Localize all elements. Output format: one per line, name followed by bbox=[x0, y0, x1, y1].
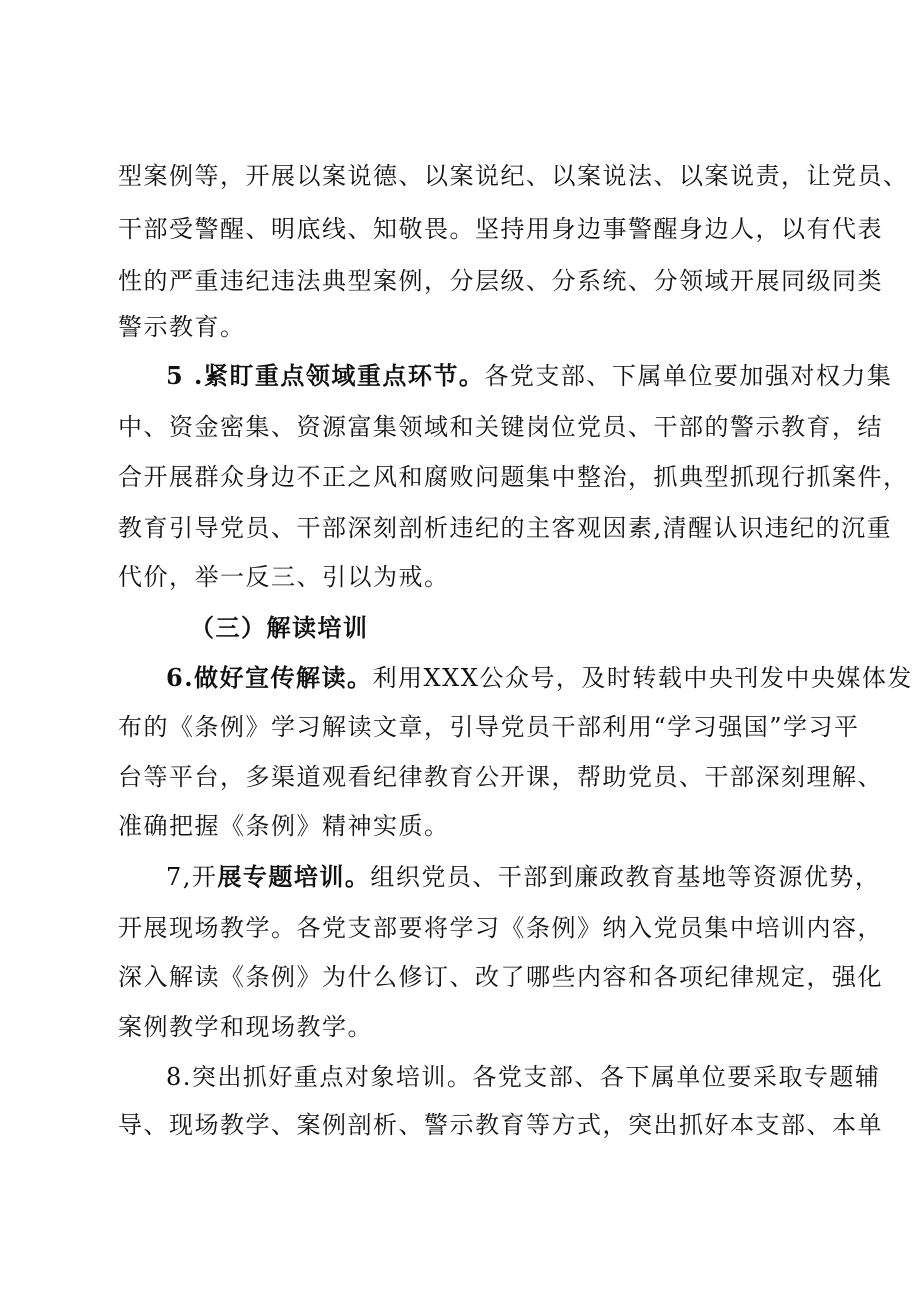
paragraph-5-title: 5 .紧盯重点领域重点环节。 bbox=[166, 361, 485, 390]
text-line: 教育引导党员、干部深刻剖析违纪的主客观因素,清醒认识违纪的沉重 bbox=[118, 514, 893, 542]
paragraph-7-number: 7,开 bbox=[166, 863, 218, 891]
text-line: 合开展群众身边不正之风和腐败问题集中整治，抓典型抓现行抓案件， bbox=[118, 463, 909, 491]
text-span: 组织党员、干部到廉政教育基地等资源优势， bbox=[370, 863, 881, 891]
text-line: 深入解读《条例》为什么修订、改了哪些内容和各项纪律规定，强化 bbox=[118, 963, 883, 991]
text-line: 代价，举一反三、引以为戒。 bbox=[118, 563, 450, 591]
text-line: 开展现场教学。各党支部要将学习《条例》纳入党员集中培训内容， bbox=[118, 914, 883, 942]
paragraph-6-first-line bbox=[166, 654, 913, 702]
text-span: 各党支部、下属单位要加强对权力集 bbox=[484, 362, 893, 390]
text-line: 警示教育。 bbox=[118, 313, 246, 341]
text-line: 案例教学和现场教学。 bbox=[118, 1013, 373, 1041]
text-line: 导、现场教学、案例剖析、警示教育等方式，突出抓好本支部、本单 bbox=[118, 1111, 883, 1139]
paragraph-7-first-line bbox=[166, 853, 881, 901]
text-line: 中、资金密集、资源富集领域和关键岗位党员、干部的警示教育，结 bbox=[118, 413, 883, 441]
text-line: 型案例等，开展以案说德、以案说纪、以案说法、以案说责，让党员、 bbox=[118, 162, 909, 190]
text-span: 利用XXX公众号，及时转载中央刊发中央媒体发 bbox=[372, 664, 913, 692]
paragraph-7-title: 展专题培训。 bbox=[217, 862, 371, 891]
paragraph-8-first-line: 8.突出抓好重点对象培训。各党支部、各下属单位要采取专题辅 bbox=[166, 1063, 881, 1091]
text-line: 干部受警醒、明底线、知敬畏。坚持用身边事警醒身边人，以有代表 bbox=[118, 215, 883, 243]
text-line: 性的严重违纪违法典型案例，分层级、分系统、分领域开展同级同类 bbox=[118, 267, 883, 295]
paragraph-6-title: 6.做好宣传解读。 bbox=[166, 663, 373, 692]
section-heading: （三）解读培训 bbox=[190, 613, 369, 642]
paragraph-5-first-line bbox=[166, 352, 893, 400]
text-line: 准确把握《条例》精神实质。 bbox=[118, 812, 450, 840]
text-line: 布的《条例》学习解读文章，引导党员干部利用“学习强国”学习平 bbox=[118, 713, 860, 741]
text-line: 台等平台，多渠道观看纪律教育公开课，帮助党员、干部深刻理解、 bbox=[118, 763, 883, 791]
